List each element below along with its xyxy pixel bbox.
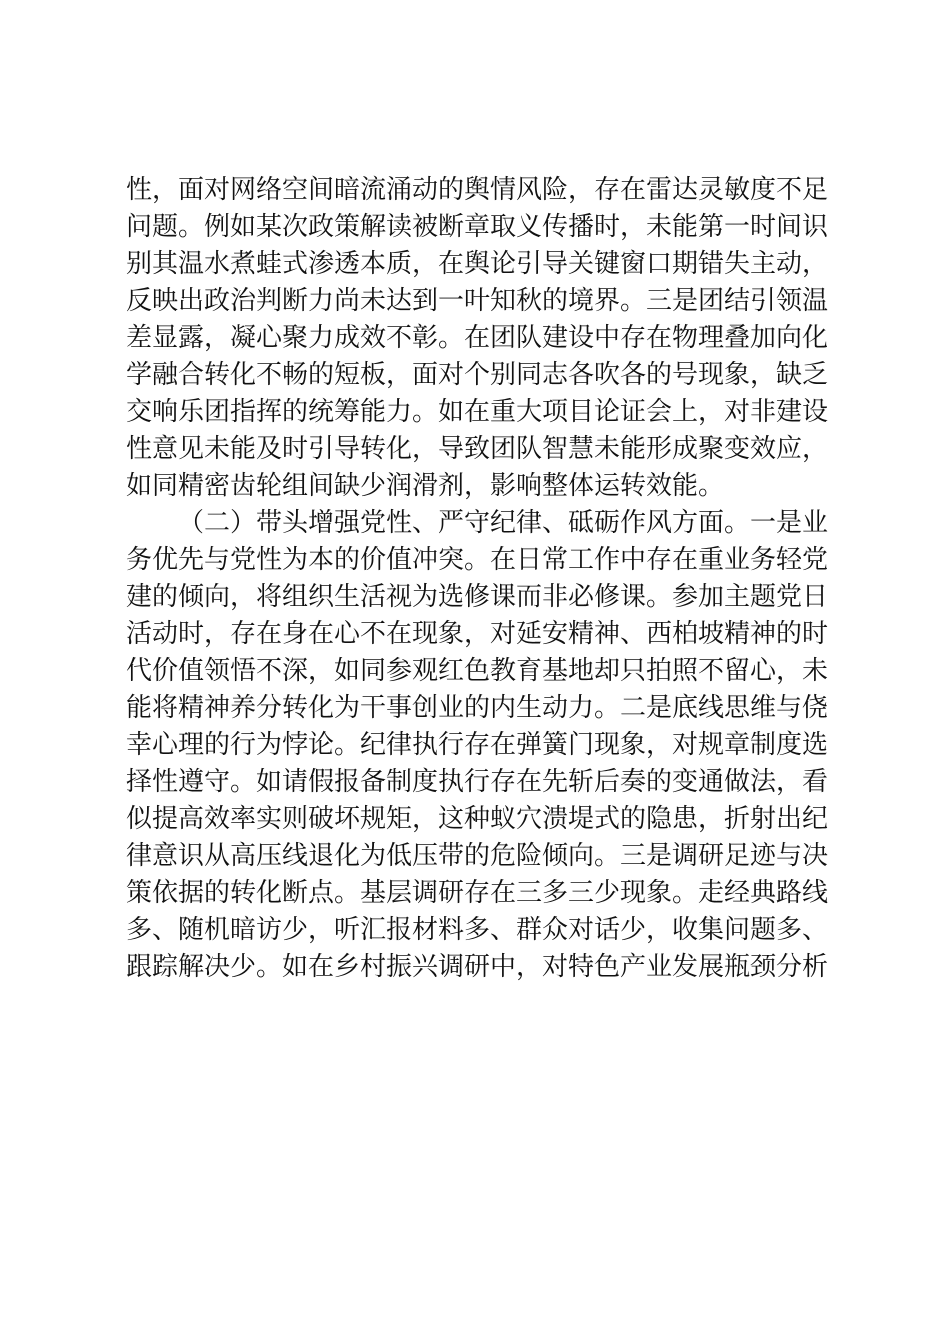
text-line: 跟踪解决少。如在乡村振兴调研中，对特色产业发展瓶颈分析: [126, 952, 829, 982]
text-line: 性意见未能及时引导转化，导致团队智慧未能形成聚变效应，: [126, 434, 829, 464]
text-line: 择性遵守。如请假报备制度执行存在先斩后奏的变通做法，看: [126, 767, 829, 797]
text-line: 多、随机暗访少，听汇报材料多、群众对话少，收集问题多、: [126, 915, 829, 945]
text-line: 活动时，存在身在心不在现象，对延安精神、西柏坡精神的时: [126, 619, 829, 649]
text-line: 能将精神养分转化为干事创业的内生动力。二是底线思维与侥: [126, 693, 829, 723]
paragraph-heading-line: （二）带头增强党性、严守纪律、砥砺作风方面。一是业: [178, 508, 829, 538]
text-line: 交响乐团指挥的统筹能力。如在重大项目论证会上，对非建设: [126, 397, 829, 427]
text-line: 问题。例如某次政策解读被断章取义传播时，未能第一时间识: [126, 212, 829, 242]
text-line: 反映出政治判断力尚未达到一叶知秋的境界。三是团结引领温: [126, 286, 829, 316]
text-line: 别其温水煮蛙式渗透本质，在舆论引导关键窗口期错失主动，: [126, 249, 829, 279]
text-line: 学融合转化不畅的短板，面对个别同志各吹各的号现象，缺乏: [126, 360, 829, 390]
text-line: 似提高效率实则破坏规矩，这种蚁穴溃堤式的隐患，折射出纪: [126, 804, 829, 834]
text-line: 差显露，凝心聚力成效不彰。在团队建设中存在物理叠加向化: [126, 323, 829, 353]
text-line: 策依据的转化断点。基层调研存在三多三少现象。走经典路线: [126, 878, 829, 908]
text-line: 建的倾向，将组织生活视为选修课而非必修课。参加主题党日: [126, 582, 829, 612]
text-line: 律意识从高压线退化为低压带的危险倾向。三是调研足迹与决: [126, 841, 829, 871]
text-line: 务优先与党性为本的价值冲突。在日常工作中存在重业务轻党: [126, 545, 829, 575]
text-line: 性，面对网络空间暗流涌动的舆情风险，存在雷达灵敏度不足: [126, 175, 829, 205]
text-line: 如同精密齿轮组间缺少润滑剂，影响整体运转效能。: [126, 471, 725, 501]
text-line: 幸心理的行为悖论。纪律执行存在弹簧门现象，对规章制度选: [126, 730, 829, 760]
text-line: 代价值领悟不深，如同参观红色教育基地却只拍照不留心，未: [126, 656, 829, 686]
